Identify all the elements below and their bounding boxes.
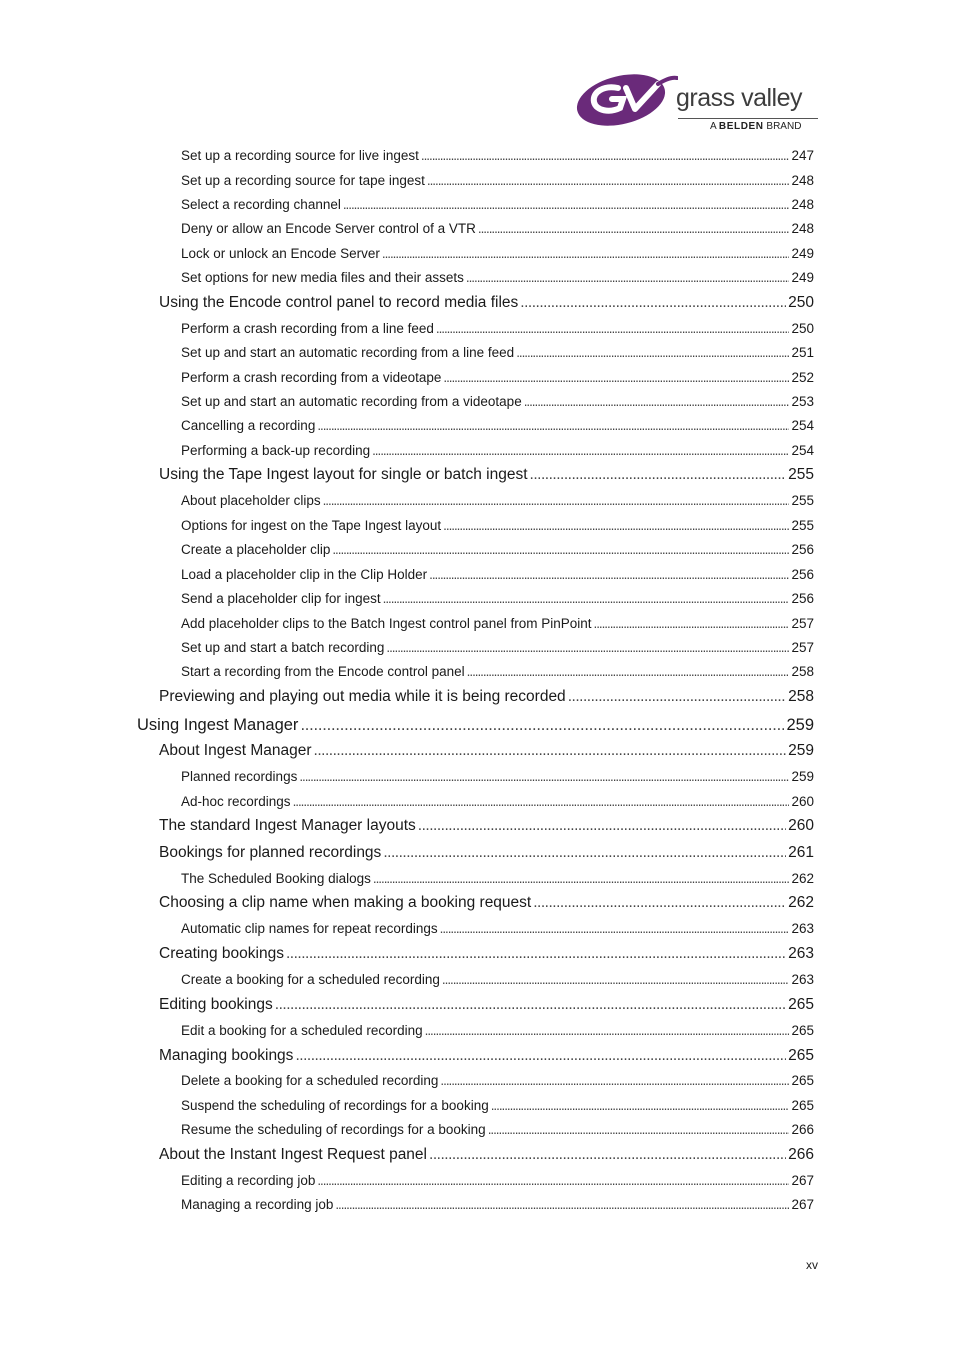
toc-entry-title[interactable]: Set up and start a batch recording: [181, 640, 385, 655]
toc-entry[interactable]: [181, 394, 814, 409]
toc-entry[interactable]: [159, 844, 814, 862]
toc-dot-leader: [524, 394, 790, 409]
toc-entry-title[interactable]: Load a placeholder clip in the Clip Holder: [181, 567, 428, 582]
toc-entry[interactable]: [159, 742, 814, 760]
toc-entry[interactable]: [159, 945, 814, 963]
toc-dot-leader: [421, 148, 790, 163]
toc-entry-title[interactable]: About Ingest Manager: [159, 742, 312, 759]
toc-dot-leader: [443, 518, 789, 533]
toc-dot-leader: [478, 221, 790, 236]
toc-entry-page[interactable]: 259: [791, 769, 814, 784]
grass-valley-logo: [574, 70, 824, 134]
toc-dot-leader: [295, 1047, 786, 1065]
toc-dot-leader: [293, 794, 790, 809]
toc-entry-page[interactable]: 254: [791, 443, 814, 458]
toc-dot-leader: [300, 716, 784, 735]
toc-entry-page[interactable]: 250: [791, 321, 814, 336]
toc-dot-leader: [429, 567, 789, 582]
toc-dot-leader: [299, 769, 789, 784]
toc-dot-leader: [520, 294, 786, 312]
toc-dot-leader: [335, 1197, 789, 1212]
toc-entry[interactable]: [181, 370, 814, 385]
toc-dot-leader: [418, 817, 786, 835]
toc-dot-leader: [317, 1173, 789, 1188]
toc-entry-page[interactable]: 255: [791, 518, 814, 533]
toc-entry-page[interactable]: 247: [791, 148, 814, 163]
toc-entry-title[interactable]: About the Instant Ingest Request panel: [159, 1146, 427, 1163]
toc-entry-title[interactable]: Set up and start an automatic recording from a videotape: [181, 394, 522, 409]
toc-dot-leader: [568, 688, 786, 706]
toc-entry-title[interactable]: Using the Tape Ingest layout for single or batch ingest: [159, 466, 528, 483]
toc-dot-leader: [427, 173, 790, 188]
toc-entry-page[interactable]: 260: [788, 817, 814, 834]
toc-entry-title[interactable]: Creating bookings: [159, 945, 284, 962]
toc-dot-leader: [516, 345, 789, 360]
toc-dot-leader: [275, 996, 786, 1014]
toc-entry-page[interactable]: 262: [788, 894, 814, 911]
toc-entry[interactable]: [181, 972, 814, 987]
toc-entry-title[interactable]: Managing a recording job: [181, 1197, 334, 1212]
toc-entry-title[interactable]: Select a recording channel: [181, 197, 341, 212]
toc-entry[interactable]: [159, 688, 814, 706]
toc-entry[interactable]: [181, 148, 814, 163]
toc-entry-title[interactable]: About placeholder clips: [181, 493, 321, 508]
toc-dot-leader: [386, 640, 789, 655]
toc-entry[interactable]: [159, 996, 814, 1014]
toc-entry[interactable]: [181, 591, 814, 606]
toc-entry-title[interactable]: Managing bookings: [159, 1047, 294, 1064]
toc-entry[interactable]: [181, 221, 814, 236]
toc-entry[interactable]: [181, 270, 814, 285]
toc-entry-title[interactable]: Edit a booking for a scheduled recording: [181, 1023, 423, 1038]
toc-entry-page[interactable]: 266: [788, 1146, 814, 1163]
toc-entry-page[interactable]: 259: [786, 716, 814, 734]
toc-entry-page[interactable]: 252: [791, 370, 814, 385]
toc-entry-title[interactable]: Lock or unlock an Encode Server: [181, 246, 380, 261]
toc-dot-leader: [488, 1122, 790, 1137]
page-number: xv: [806, 1258, 818, 1272]
toc-entry-title[interactable]: Start a recording from the Encode control panel: [181, 664, 465, 679]
toc-entry-page[interactable]: 257: [791, 640, 814, 655]
toc-dot-leader: [429, 1146, 786, 1164]
toc-entry[interactable]: [181, 173, 814, 188]
toc-entry[interactable]: [181, 345, 814, 360]
toc-entry-title[interactable]: Set options for new media files and their assets: [181, 270, 464, 285]
toc-entry-page[interactable]: 258: [791, 664, 814, 679]
toc-entry-page[interactable]: 265: [791, 1098, 814, 1113]
toc-entry[interactable]: [181, 921, 814, 936]
toc-entry-page[interactable]: 248: [791, 221, 814, 236]
toc-entry[interactable]: [159, 466, 814, 484]
toc-dot-leader: [425, 1023, 790, 1038]
toc-entry-page[interactable]: 265: [788, 996, 814, 1013]
toc-entry-title[interactable]: Set up and start an automatic recording from a line feed: [181, 345, 515, 360]
toc-dot-leader: [594, 616, 790, 631]
toc-entry-page[interactable]: 256: [791, 591, 814, 606]
toc-entry[interactable]: [159, 294, 814, 312]
toc-entry-title[interactable]: Planned recordings: [181, 769, 298, 784]
toc-entry-page[interactable]: 263: [791, 972, 814, 987]
toc-entry-page[interactable]: 262: [791, 871, 814, 886]
toc-entry-title[interactable]: Automatic clip names for repeat recordings: [181, 921, 438, 936]
toc-entry[interactable]: [181, 1023, 814, 1038]
toc-dot-leader: [383, 591, 790, 606]
toc-entry-page[interactable]: 254: [791, 418, 814, 433]
toc-entry-title[interactable]: Suspend the scheduling of recordings for a booking: [181, 1098, 489, 1113]
toc-dot-leader: [467, 664, 790, 679]
toc-entry-title[interactable]: Options for ingest on the Tape Ingest layout: [181, 518, 442, 533]
toc-entry-title[interactable]: Bookings for planned recordings: [159, 844, 382, 861]
toc-entry-page[interactable]: 261: [788, 844, 814, 861]
toc-dot-leader: [443, 370, 789, 385]
toc-entry-title[interactable]: Set up a recording source for tape ingest: [181, 173, 425, 188]
toc-entry[interactable]: [181, 1073, 814, 1088]
toc-entry-title[interactable]: Deny or allow an Encode Server control of a VTR: [181, 221, 476, 236]
toc-entry-title[interactable]: Using Ingest Manager: [137, 716, 299, 734]
brand-wordmark: grass valley: [676, 84, 802, 112]
toc-entry[interactable]: [181, 567, 814, 582]
toc-entry[interactable]: [159, 1047, 814, 1065]
toc-entry-title[interactable]: Create a placeholder clip: [181, 542, 331, 557]
toc-entry-title[interactable]: The standard Ingest Manager layouts: [159, 817, 416, 834]
toc-dot-leader: [323, 493, 790, 508]
toc-dot-leader: [373, 871, 790, 886]
toc-entry-page[interactable]: 255: [791, 493, 814, 508]
toc-dot-leader: [440, 921, 790, 936]
toc-entry-title[interactable]: Create a booking for a scheduled recording: [181, 972, 440, 987]
toc-dot-leader: [466, 270, 790, 285]
toc-entry[interactable]: [159, 817, 814, 835]
toc-entry-title[interactable]: Editing bookings: [159, 996, 273, 1013]
toc-entry-page[interactable]: 255: [788, 466, 814, 483]
brand-tagline: A BELDEN BRAND: [710, 121, 802, 132]
toc-entry-title[interactable]: The Scheduled Booking dialogs: [181, 871, 371, 886]
toc-entry-title[interactable]: Perform a crash recording from a videotape: [181, 370, 442, 385]
toc-entry[interactable]: [181, 246, 814, 261]
toc-entry[interactable]: [181, 1098, 814, 1113]
toc-dot-leader: [372, 443, 789, 458]
toc-dot-leader: [314, 742, 787, 760]
toc-dot-leader: [440, 1073, 789, 1088]
toc-entry[interactable]: [181, 1122, 814, 1137]
gv-logo-mark-icon: [574, 72, 678, 128]
toc-entry[interactable]: [159, 1146, 814, 1164]
toc-entry-title[interactable]: Previewing and playing out media while it is being recorded: [159, 688, 566, 705]
toc-entry[interactable]: [181, 769, 814, 784]
toc-entry-page[interactable]: 265: [788, 1047, 814, 1064]
toc-entry-title[interactable]: Using the Encode control panel to record media files: [159, 294, 519, 311]
toc-entry-page[interactable]: 265: [791, 1073, 814, 1088]
toc-dot-leader: [436, 321, 790, 336]
toc-entry-title[interactable]: Ad-hoc recordings: [181, 794, 291, 809]
toc-entry-page[interactable]: 257: [791, 616, 814, 631]
toc-entry-title[interactable]: Send a placeholder clip for ingest: [181, 591, 381, 606]
toc-dot-leader: [317, 418, 789, 433]
toc-entry-title[interactable]: Cancelling a recording: [181, 418, 316, 433]
toc-entry-page[interactable]: 265: [791, 1023, 814, 1038]
toc-entry-page[interactable]: 248: [791, 197, 814, 212]
toc-entry-page[interactable]: 267: [791, 1173, 814, 1188]
toc-dot-leader: [442, 972, 790, 987]
toc-entry-title[interactable]: Choosing a clip name when making a booking request: [159, 894, 532, 911]
toc-entry-title[interactable]: Editing a recording job: [181, 1173, 316, 1188]
toc-entry-page[interactable]: 249: [791, 270, 814, 285]
toc-entry-page[interactable]: 250: [788, 294, 814, 311]
brand-rule: [678, 118, 818, 119]
toc-entry[interactable]: [181, 1197, 814, 1212]
toc-entry-page[interactable]: 248: [791, 173, 814, 188]
toc-entry-title[interactable]: Resume the scheduling of recordings for a booking: [181, 1122, 486, 1137]
toc-entry[interactable]: [137, 716, 814, 735]
toc-entry[interactable]: [181, 1173, 814, 1188]
toc-dot-leader: [343, 197, 790, 212]
toc-entry[interactable]: [181, 321, 814, 336]
toc-entry-title[interactable]: Set up a recording source for live ingest: [181, 148, 419, 163]
toc-entry-page[interactable]: 256: [791, 567, 814, 582]
toc-entry-page[interactable]: 260: [791, 794, 814, 809]
toc-entry-title[interactable]: Perform a crash recording from a line feed: [181, 321, 434, 336]
toc-dot-leader: [332, 542, 789, 557]
toc-dot-leader: [491, 1098, 790, 1113]
toc-dot-leader: [286, 945, 786, 963]
toc-entry[interactable]: [181, 197, 814, 212]
toc-entry[interactable]: [181, 518, 814, 533]
toc-entry-page[interactable]: 251: [791, 345, 814, 360]
toc-entry-page[interactable]: 266: [791, 1122, 814, 1137]
toc-dot-leader: [533, 894, 786, 912]
toc-entry[interactable]: [181, 542, 814, 557]
toc-entry[interactable]: [159, 894, 814, 912]
toc-entry[interactable]: [181, 794, 814, 809]
toc-entry[interactable]: [181, 616, 814, 631]
toc-dot-leader: [383, 844, 786, 862]
toc-dot-leader: [382, 246, 790, 261]
toc-entry[interactable]: [181, 418, 814, 433]
toc-dot-leader: [530, 466, 787, 484]
toc-entry-title[interactable]: Delete a booking for a scheduled recording: [181, 1073, 439, 1088]
toc-entry[interactable]: [181, 664, 814, 679]
toc-entry[interactable]: [181, 640, 814, 655]
toc-entry-page[interactable]: 258: [788, 688, 814, 705]
toc-entry-page[interactable]: 263: [788, 945, 814, 962]
toc-entry[interactable]: [181, 443, 814, 458]
toc-entry[interactable]: [181, 871, 814, 886]
toc-entry-page[interactable]: 267: [791, 1197, 814, 1212]
toc-entry-page[interactable]: 253: [791, 394, 814, 409]
toc-entry[interactable]: [181, 493, 814, 508]
toc-entry-page[interactable]: 249: [791, 246, 814, 261]
toc-entry-title[interactable]: Performing a back-up recording: [181, 443, 371, 458]
toc-entry-title[interactable]: Add placeholder clips to the Batch Ingest control panel from PinPoint: [181, 616, 592, 631]
toc-entry-page[interactable]: 259: [788, 742, 814, 759]
toc-entry-page[interactable]: 263: [791, 921, 814, 936]
toc-entry-page[interactable]: 256: [791, 542, 814, 557]
